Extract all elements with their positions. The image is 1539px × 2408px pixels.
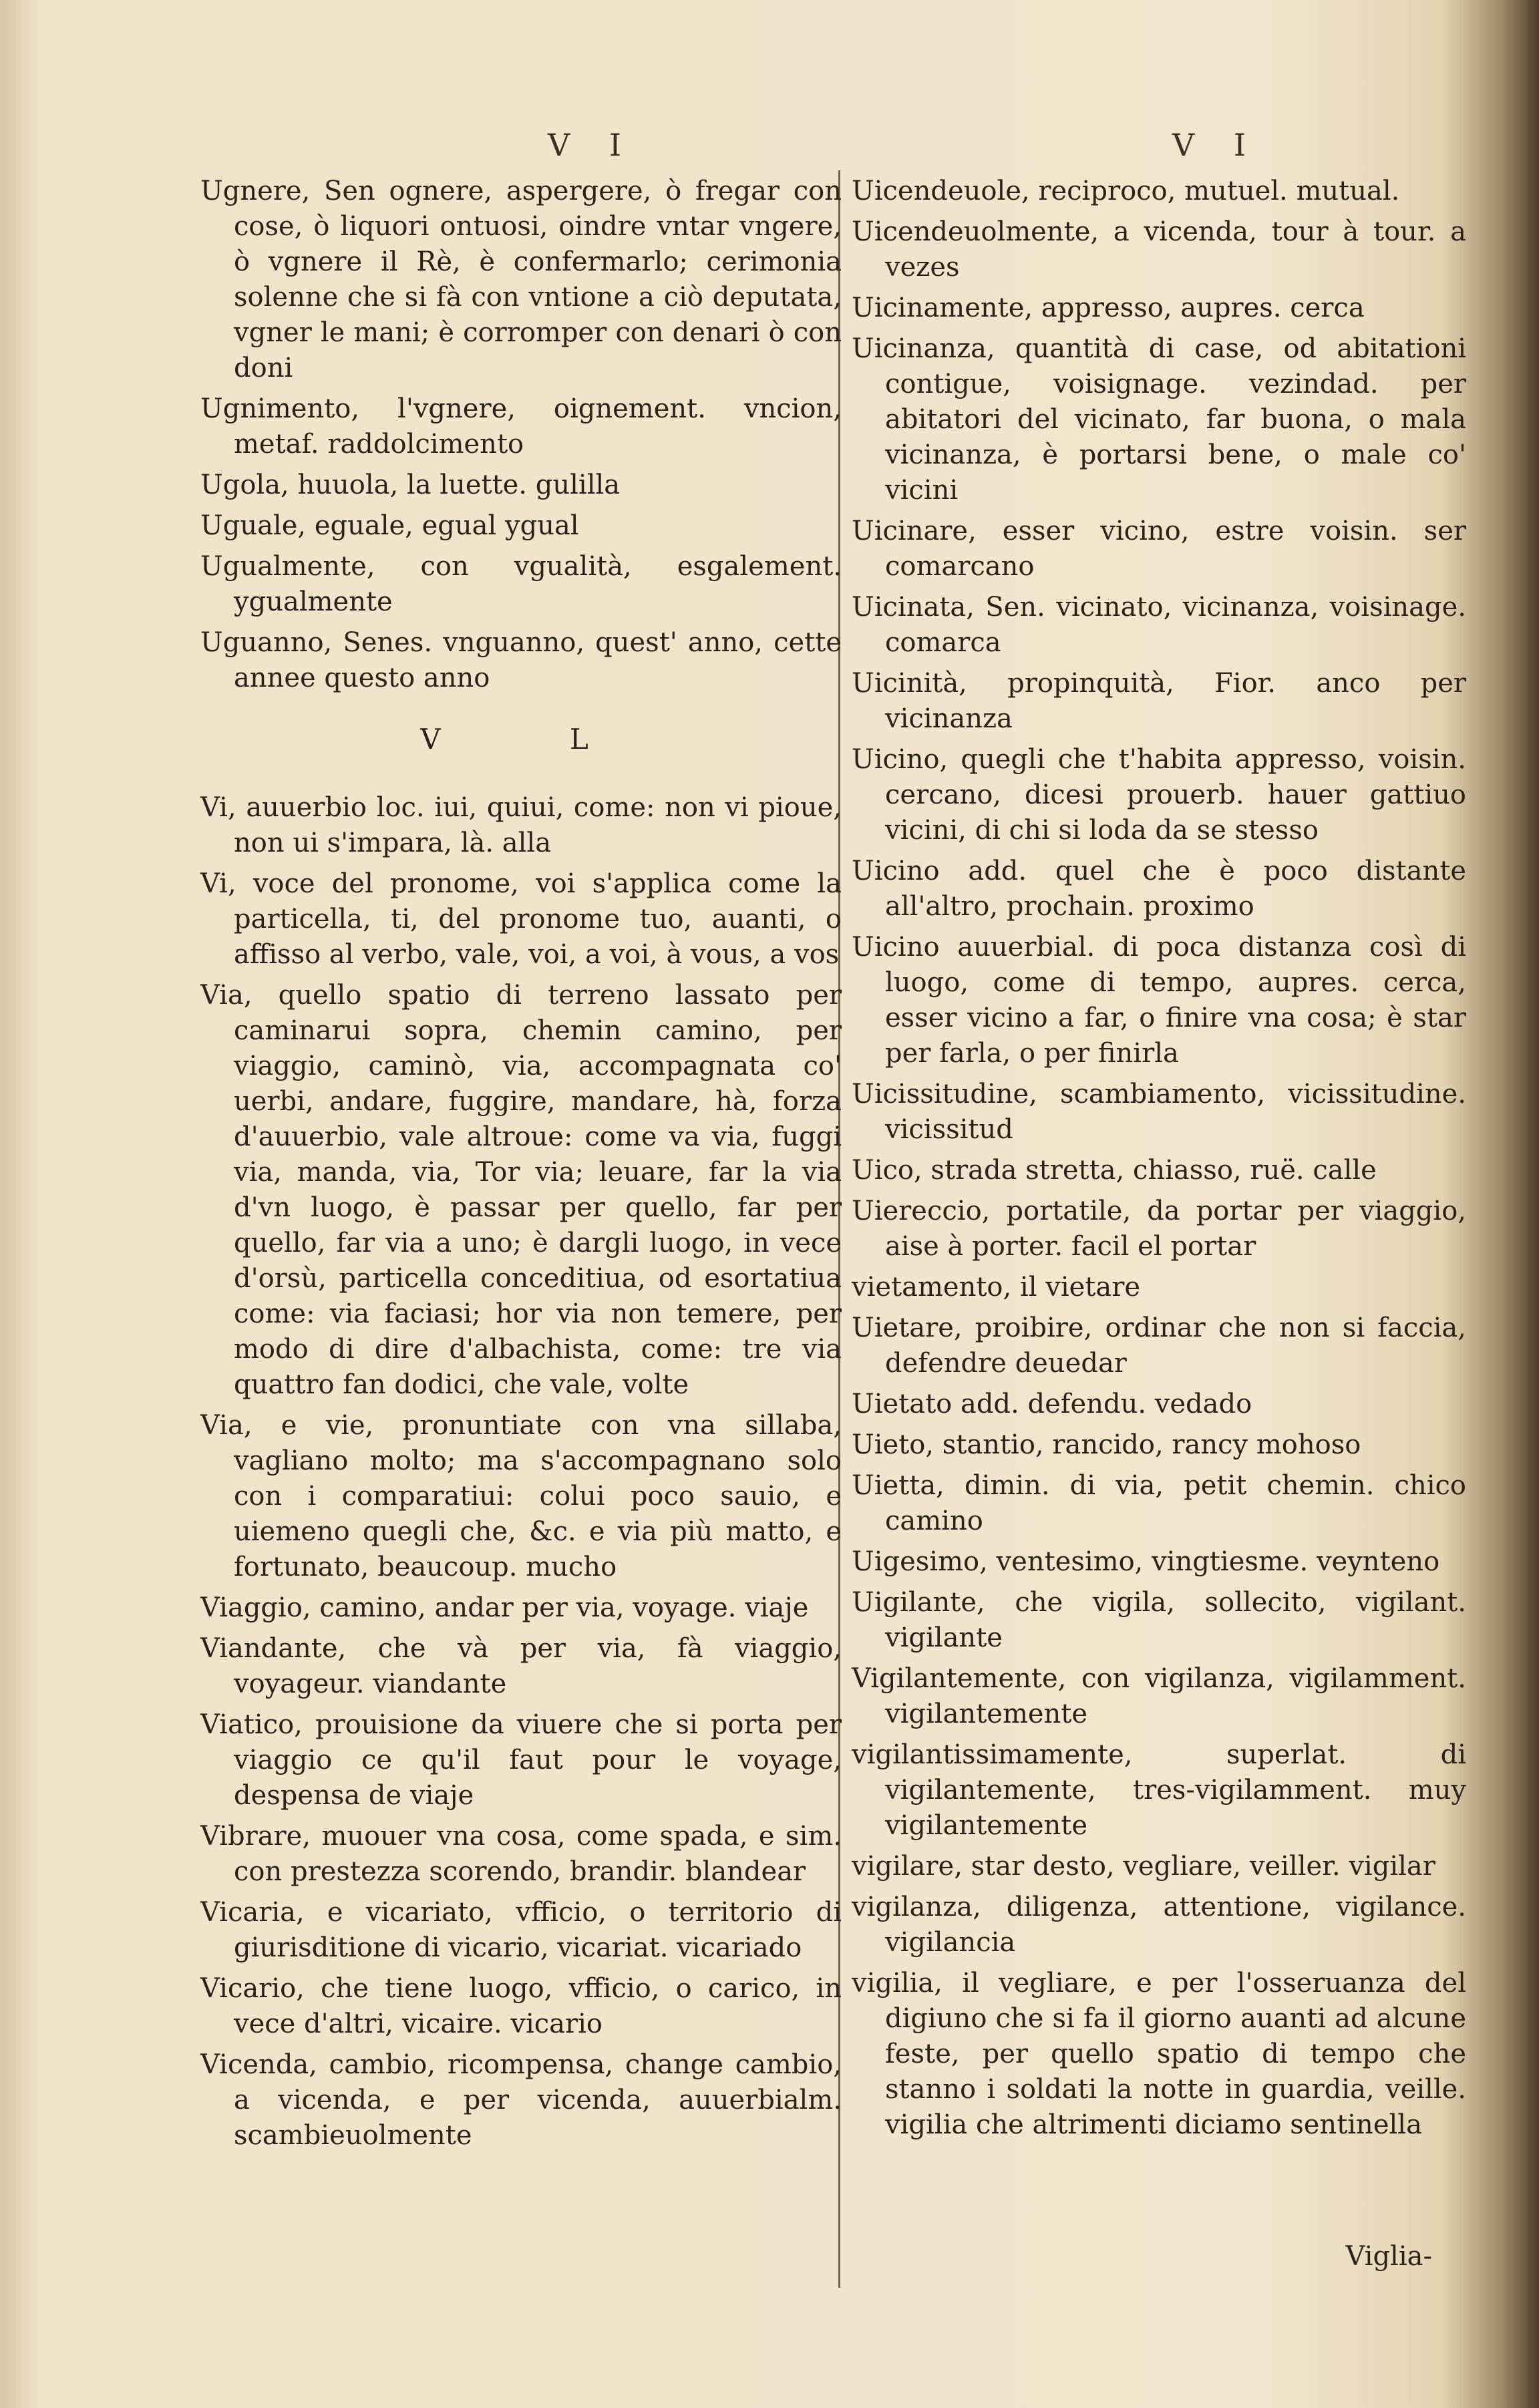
dictionary-entry: Vi, auuerbio loc. iui, quiui, come: non vi pioue, non ui s'impara, là. alla: [200, 792, 842, 858]
dictionary-entry: Uicinare, esser vicino, estre voisin. ser comarcano: [852, 516, 1466, 582]
dictionary-entry: Viandante, che và per via, fà viaggio, voyageur. viandante: [200, 1633, 842, 1699]
dictionary-entry: Uicinità, propinquità, Fior. anco per vicinanza: [852, 668, 1466, 734]
dictionary-entry: Uicinata, Sen. vicinato, vicinanza, voisinage. comarca: [852, 592, 1466, 658]
dictionary-entry: Uicendeuolmente, a vicenda, tour à tour. a vezes: [852, 216, 1466, 283]
entry-list-ug: [200, 174, 842, 696]
dictionary-entry: Vicaria, e vicariato, vfficio, o territorio di giurisditione di vicario, vicariat. vicariado: [200, 1897, 842, 1963]
dictionary-entry: Uicino, quegli che t'habita appresso, voisin. cercano, dicesi prouerb. hauer gattiuo vicini, di chi si loda da se stesso: [852, 744, 1466, 846]
dictionary-entry: Ugnere, Sen ognere, aspergere, ò fregar con cose, ò liquori ontuosi, oindre vntar vngere, ò vgnere il Rè, è confermarlo; cerimonia solenne che si fà con vntione a ciò deputata, vgner le mani; è corromper con denari ò con doni: [200, 176, 842, 383]
dictionary-entry: Ugnimento, l'vgnere, oignement. vncion, metaf. raddolcimento: [200, 393, 842, 460]
dictionary-entry: Uico, strada stretta, chiasso, ruë. calle: [852, 1155, 1377, 1186]
dictionary-entry: Uicino auuerbial. di poca distanza così di luogo, come di tempo, aupres. cerca, esser vicino a far, o finire vna cosa; è star per farla, o per finirla: [852, 932, 1466, 1069]
dictionary-entry: vigilanza, diligenza, attentione, vigilance. vigilancia: [852, 1892, 1466, 1958]
dictionary-entry: Uicinanza, quantità di case, od abitationi contigue, voisignage. vezindad. per abitatori del vicinato, far buona, o mala vicinanza, è portarsi bene, o male co' vicini: [852, 333, 1466, 506]
dictionary-entry: Vicenda, cambio, ricompensa, change cambio, a vicenda, e per vicenda, auuerbialm. scambieuolmente: [200, 2049, 842, 2151]
dictionary-entry: Via, e vie, pronuntiate con vna sillaba, vagliano molto; ma s'accompagnano solo con i comparatiui: colui poco sauio, e uiemeno quegli che, &c. e via più matto, e fortunato, beaucoup. mucho: [200, 1410, 842, 1582]
dictionary-entry: Uigesimo, ventesimo, vingtiesme. veynteno: [852, 1546, 1440, 1577]
dictionary-entry: vigilantissimamente, superlat. di vigilantemente, tres-vigilamment. muy vigilantemente: [852, 1739, 1466, 1841]
running-head-right: V I: [1172, 127, 1261, 163]
dictionary-entry: Uieto, stantio, rancido, rancy mohoso: [852, 1429, 1361, 1460]
dictionary-entry: Vicario, che tiene luogo, vfficio, o carico, in vece d'altri, vicaire. vicario: [200, 1973, 842, 2039]
dictionary-entry: Uiereccio, portatile, da portar per viaggio, aise à porter. facil el portar: [852, 1196, 1466, 1262]
dictionary-entry: Uietare, proibire, ordinar che non si faccia, defendre deuedar: [852, 1313, 1466, 1379]
dictionary-entry: Uicissitudine, scambiamento, vicissitudine. vicissitud: [852, 1079, 1466, 1145]
dictionary-entry: Ugualmente, con vgualità, esgalement. ygualmente: [200, 551, 842, 617]
dictionary-entry: Vigilantemente, con vigilanza, vigilamment. vigilantemente: [852, 1663, 1466, 1729]
dictionary-entry: Uguale, eguale, egual ygual: [200, 510, 579, 541]
dictionary-entry: Ugola, huuola, la luette. gulilla: [200, 470, 621, 500]
dictionary-entry: Viaggio, camino, andar per via, voyage. viaje: [200, 1592, 809, 1623]
catchword: Viglia-: [1345, 2241, 1432, 2272]
dictionary-entry: vigilia, il vegliare, e per l'osseruanza del digiuno che si fa il giorno auanti ad alcune feste, per quello spatio di tempo che stanno i soldati la notte in guardia, veille. vigilia che altrimenti diciamo sentinella: [852, 1968, 1466, 2140]
running-head-left: V I: [548, 127, 637, 163]
dictionary-entry: Vi, voce del pronome, voi s'applica come la particella, ti, del pronome tuo, auanti, o affisso al verbo, vale, voi, a voi, à vous, a vos: [200, 868, 842, 970]
left-column: [200, 174, 842, 2159]
dictionary-entry: vigilare, star desto, vegliare, veiller. vigilar: [852, 1851, 1435, 1882]
dictionary-entry: Via, quello spatio di terreno lassato per caminarui sopra, chemin camino, per viaggio, caminò, via, accompagnata co' uerbi, andare, fuggire, mandare, hà, forza d'auuerbio, vale altroue: come va via, fuggi via, manda, via, Tor via; leuare, far la via d'vn luogo, è passar per quello, far per quello, far via a uno; è dargli luogo, in vece d'orsù, particella conceditiua, od esortatiua come: via faciasi; hor via non temere, per modo di dire d'albachista, come: tre via quattro fan dodici, che vale, volte: [200, 980, 842, 1400]
right-column: [852, 174, 1466, 2148]
section-heading: V L: [420, 723, 649, 755]
dictionary-entry: Uietta, dimin. di via, petit chemin. chico camino: [852, 1470, 1466, 1536]
dictionary-entry: Uicendeuole, reciproco, mutuel. mutual.: [852, 176, 1400, 206]
dictionary-entry: Vibrare, muouer vna cosa, come spada, e sim. con prestezza scorendo, brandir. blandear: [200, 1821, 842, 1887]
dictionary-entry: Uigilante, che vigila, sollecito, vigilant. vigilante: [852, 1587, 1466, 1653]
dictionary-entry: Uguanno, Senes. vnguanno, quest' anno, cette annee questo anno: [200, 627, 842, 693]
entry-list-vi: [200, 790, 842, 2154]
entry-list-ui: [852, 174, 1466, 2143]
dictionary-entry: Uicino add. quel che è poco distante all'altro, prochain. proximo: [852, 856, 1466, 922]
dictionary-entry: Uicinamente, appresso, aupres. cerca: [852, 293, 1365, 323]
dictionary-entry: Viatico, prouisione da viuere che si porta per viaggio ce qu'il faut pour le voyage, despensa de viaje: [200, 1709, 842, 1811]
dictionary-entry: Uietato add. defendu. vedado: [852, 1389, 1252, 1419]
dictionary-entry: vietamento, il vietare: [852, 1272, 1141, 1303]
